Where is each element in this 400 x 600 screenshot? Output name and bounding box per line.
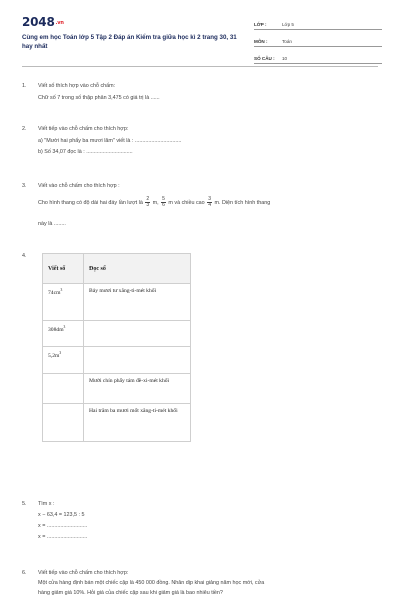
meta-row-subject: [254, 33, 382, 47]
fraction: [161, 197, 166, 209]
fraction-numerator: 2: [146, 195, 150, 202]
table-row: [43, 374, 191, 404]
cell-text: 74cm: [48, 289, 61, 296]
table-cell-reading: [84, 321, 191, 347]
column-header: Viết số: [43, 254, 84, 284]
question-line: x − 63,4 = 123,5 : 5: [38, 512, 85, 518]
table-row: [43, 284, 191, 321]
site-logo[interactable]: [22, 15, 64, 29]
table-cell-value: [43, 284, 84, 321]
cell-text: 308dm: [48, 326, 64, 333]
meta-key: LỚP :: [254, 22, 267, 27]
line-text: m. Diện tích hình thang: [214, 200, 271, 206]
fraction: [145, 197, 150, 209]
question-line: x = ...........................: [38, 523, 88, 529]
fraction-numerator: 3: [208, 195, 211, 202]
reading-table: [42, 253, 191, 442]
cell-exponent: 3: [60, 288, 63, 292]
fraction-numerator: 5: [162, 195, 165, 202]
fraction: [207, 197, 212, 209]
meta-row-class: [254, 16, 382, 30]
question-number: 6.: [22, 570, 27, 576]
table-cell-value: [43, 404, 84, 442]
table-row: [43, 404, 191, 442]
table-cell-reading: Bảy mươi tư xăng-ti-mét khối: [84, 284, 191, 321]
meta-panel: [254, 16, 382, 67]
meta-key: SỐ CÂU :: [254, 56, 275, 61]
table-cell-value: [43, 347, 84, 374]
question-number: 3.: [22, 183, 27, 189]
fraction-denominator: 4: [208, 202, 211, 209]
table-row: [43, 321, 191, 347]
line-text: m,: [152, 200, 159, 206]
question-number: 1.: [22, 83, 27, 89]
question-line-a: a) "Mười hai phẩy ba mươi lăm" viết là : ...............................: [38, 138, 182, 144]
logo-text: 2048: [22, 15, 55, 29]
question-line: x = ...........................: [38, 534, 88, 540]
header-divider: [22, 66, 378, 67]
question-text: Viết tiếp vào chỗ chấm cho thích hợp:: [38, 126, 129, 132]
line-text: Cho hình thang có độ dài hai đáy lần lượt là: [38, 200, 143, 206]
question-text: Viết vào chỗ chấm cho thích hợp :: [38, 183, 120, 189]
question-number: 2.: [22, 126, 27, 132]
table-cell-reading: Mười chín phẩy tám đề-xi-mét khối: [84, 374, 191, 404]
table-cell-value: [43, 374, 84, 404]
question-line-b: b) Số 34,07 đọc là : ...............................: [38, 149, 133, 155]
meta-row-count: [254, 50, 382, 64]
table-header-row: [43, 254, 191, 284]
question-line: [38, 196, 270, 210]
question-text: Viết số thích hợp vào chỗ chấm:: [38, 83, 116, 89]
cell-text: 5,2m: [48, 352, 60, 359]
question-text: Viết tiếp vào chỗ chấm cho thích hợp:: [38, 570, 129, 576]
cell-exponent: 3: [63, 325, 66, 329]
meta-key: MÔN :: [254, 39, 268, 44]
page-header: [22, 14, 382, 62]
table-cell-reading: Hai trăm ba mươi mốt xăng-ti-mét khối: [84, 404, 191, 442]
meta-value: Lớp 5: [282, 22, 294, 27]
question-text: Tìm x :: [38, 501, 55, 507]
document-title: Cùng em học Toán lớp 5 Tập 2 Đáp án Kiểm tra giữa học kì 2 trang 30, 31 hay nhất: [22, 34, 237, 50]
question-line: hàng giảm giá 10%. Hỏi giá của chiếc cặp sau khi giảm giá là bao nhiêu tiền?: [38, 590, 223, 596]
fraction-denominator: 6: [162, 202, 165, 209]
fraction-denominator: 3: [146, 202, 150, 209]
question-number: 5.: [22, 501, 27, 507]
cell-exponent: 3: [59, 351, 62, 355]
line-text: m và chiều cao: [168, 200, 205, 206]
column-header: Đọc số: [84, 254, 191, 284]
question-line: Một cửa hàng định bán một chiếc cặp là 450 000 đồng. Nhân dịp khai giảng năm học mới, cửa: [38, 580, 265, 586]
question-number: 4.: [22, 253, 27, 259]
logo-suffix: .vn: [55, 19, 64, 26]
table-cell-value: [43, 321, 84, 347]
table-row: [43, 347, 191, 374]
meta-value: Toán: [282, 39, 292, 44]
question-line: này là ........: [38, 221, 66, 227]
meta-value: 10: [282, 56, 288, 61]
question-line: Chữ số 7 trong số thập phân 3,475 có giá trị là ......: [38, 95, 160, 101]
table-cell-reading: [84, 347, 191, 374]
